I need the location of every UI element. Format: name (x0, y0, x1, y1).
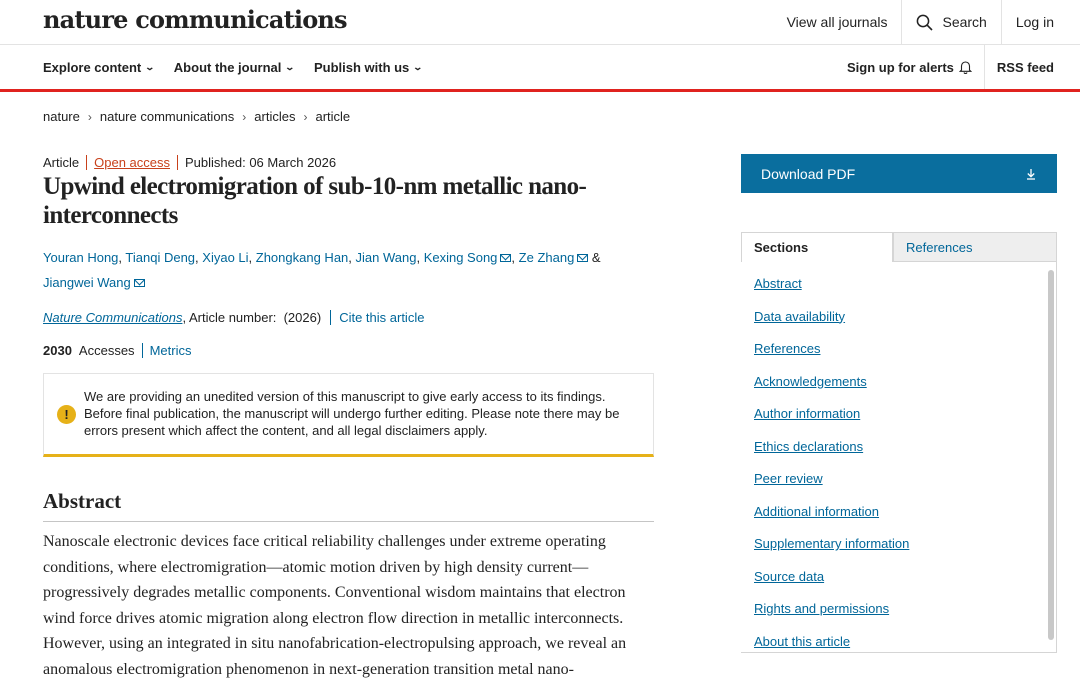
metrics-link[interactable]: Metrics (142, 343, 192, 358)
author-link[interactable]: Zhongkang Han (255, 250, 349, 265)
section-link-rights-permissions[interactable]: Rights and permissions (754, 601, 890, 616)
chevron-right-icon: › (242, 109, 247, 124)
top-links (773, 0, 1080, 44)
mail-icon[interactable] (577, 254, 588, 262)
warning-icon: ! (57, 405, 76, 424)
list-item (754, 437, 909, 470)
about-journal-label: About the journal (173, 59, 282, 75)
mail-icon[interactable] (134, 279, 145, 287)
section-link-abstract[interactable]: Abstract (754, 276, 802, 291)
rss-feed-link[interactable]: RSS feed (996, 59, 1054, 75)
list-item (754, 534, 909, 567)
login-link[interactable]: Log in (1015, 14, 1054, 30)
list-item (754, 567, 909, 600)
breadcrumb (43, 109, 350, 124)
open-access-link[interactable]: Open access (86, 155, 178, 170)
section-link-author-information[interactable]: Author information (754, 406, 861, 421)
author-link[interactable]: Ze Zhang (518, 250, 575, 265)
author-link[interactable]: Jiangwei Wang (43, 275, 131, 290)
sign-up-alerts-link[interactable] (835, 45, 984, 89)
section-link-acknowledgements[interactable]: Acknowledgements (754, 373, 867, 389)
section-link-additional-information[interactable]: Additional information (754, 503, 880, 519)
author-link[interactable]: Kexing Song (423, 250, 498, 265)
section-link-source-data[interactable]: Source data (754, 568, 825, 584)
author-link[interactable]: Jian Wang (355, 250, 417, 265)
section-link-references[interactable]: References (754, 341, 821, 356)
accesses-count: 2030 (43, 343, 72, 358)
section-link-ethics-declarations[interactable]: Ethics declarations (754, 438, 864, 454)
list-item (754, 404, 909, 437)
view-all-journals-link[interactable]: View all journals (786, 14, 888, 30)
nav-right (835, 45, 1080, 89)
chevron-right-icon: › (303, 109, 308, 124)
breadcrumb-nature-communications[interactable]: nature communications (99, 109, 235, 124)
breadcrumb-nature[interactable]: nature (43, 109, 80, 124)
site-logo[interactable]: nature communications (43, 5, 347, 34)
journal-line (43, 310, 424, 325)
about-journal-menu[interactable] (174, 60, 294, 75)
section-link-data-availability[interactable]: Data availability (754, 308, 846, 324)
bell-icon (959, 60, 972, 74)
list-item (754, 599, 909, 632)
article-title: Upwind electromigration of sub-10-nm metallic nano-interconnects (43, 173, 587, 229)
tab-sections[interactable]: Sections (741, 232, 893, 262)
chevron-down-icon: ⌄ (144, 61, 156, 72)
section-link-supplementary-information[interactable]: Supplementary information (754, 536, 910, 551)
tab-references[interactable]: References (893, 232, 1057, 262)
early-access-notice (43, 373, 654, 457)
list-item (754, 502, 909, 535)
sections-scrollbar[interactable] (1048, 270, 1054, 640)
section-link-about-article[interactable]: About this article (754, 633, 851, 649)
list-item (754, 632, 909, 665)
journal-link[interactable]: Nature Communications (43, 310, 183, 325)
sections-list (754, 274, 909, 664)
search-icon (916, 14, 933, 31)
notice-text: We are providing an unedited version of this manuscript to give early access to its findings. Before final publication, the manuscript will undergo further editing. Please note there may be errors present which affect the content, and all legal disclaimers apply. (84, 389, 620, 438)
top-bar (0, 0, 1080, 45)
chevron-right-icon: › (87, 109, 92, 124)
author-link[interactable]: Youran Hong (43, 250, 119, 265)
sidebar-tabs (741, 232, 1057, 262)
article-number: , Article number: (2026) (182, 310, 322, 325)
author-link[interactable]: Xiyao Li (202, 250, 249, 265)
search-label: Search (942, 14, 987, 30)
list-item (754, 274, 909, 307)
list-item (754, 307, 909, 340)
explore-content-menu[interactable] (43, 60, 154, 75)
search-button[interactable] (902, 0, 1000, 44)
accesses-line (43, 343, 191, 358)
sign-up-alerts-label: Sign up for alerts (847, 59, 954, 75)
download-pdf-button[interactable] (741, 154, 1057, 193)
author-list: Youran Hong, Tianqi Deng, Xiyao Li, Zhongkang Han, Jian Wang, Kexing Song , Ze Zhang & Jiangwei Wang (43, 250, 601, 290)
cite-article-link[interactable]: Cite this article (330, 310, 424, 325)
nav-menu (43, 45, 422, 89)
author-link[interactable]: Tianqi Deng (125, 250, 196, 265)
list-item (754, 339, 909, 372)
list-item (754, 372, 909, 405)
article-type: Article (43, 155, 80, 170)
sections-panel (741, 262, 1057, 653)
publish-with-us-menu[interactable] (314, 60, 422, 75)
publish-with-us-label: Publish with us (313, 59, 410, 75)
accesses-label: Accesses (78, 343, 135, 358)
mail-icon[interactable] (500, 254, 511, 262)
download-icon (1025, 168, 1037, 180)
article-meta (43, 155, 336, 170)
published-date: Published: 06 March 2026 (185, 155, 337, 170)
chevron-down-icon: ⌄ (284, 61, 296, 72)
abstract-heading: Abstract (43, 489, 654, 522)
chevron-down-icon: ⌄ (412, 61, 424, 72)
section-link-peer-review[interactable]: Peer review (754, 471, 823, 486)
abstract-text: Nanoscale electronic devices face critical reliability challenges under extreme operating conditions, where electromigration—atomic motion driven by high density current—progressively degrades metallic components. Conventional wisdom maintains that electron wind force drives atomic migration along electron flow direction in metallic interconnects. However, using an integrated in situ nanofabrication-electropulsing approach, we reveal an anomalous electromigration phenomenon in next-generation transition metal nano- (43, 533, 627, 678)
list-item (754, 469, 909, 502)
explore-content-label: Explore content (43, 59, 142, 75)
breadcrumb-current: article (315, 109, 351, 124)
main-nav (0, 45, 1080, 92)
download-pdf-label: Download PDF (761, 165, 856, 182)
breadcrumb-articles[interactable]: articles (254, 109, 296, 124)
